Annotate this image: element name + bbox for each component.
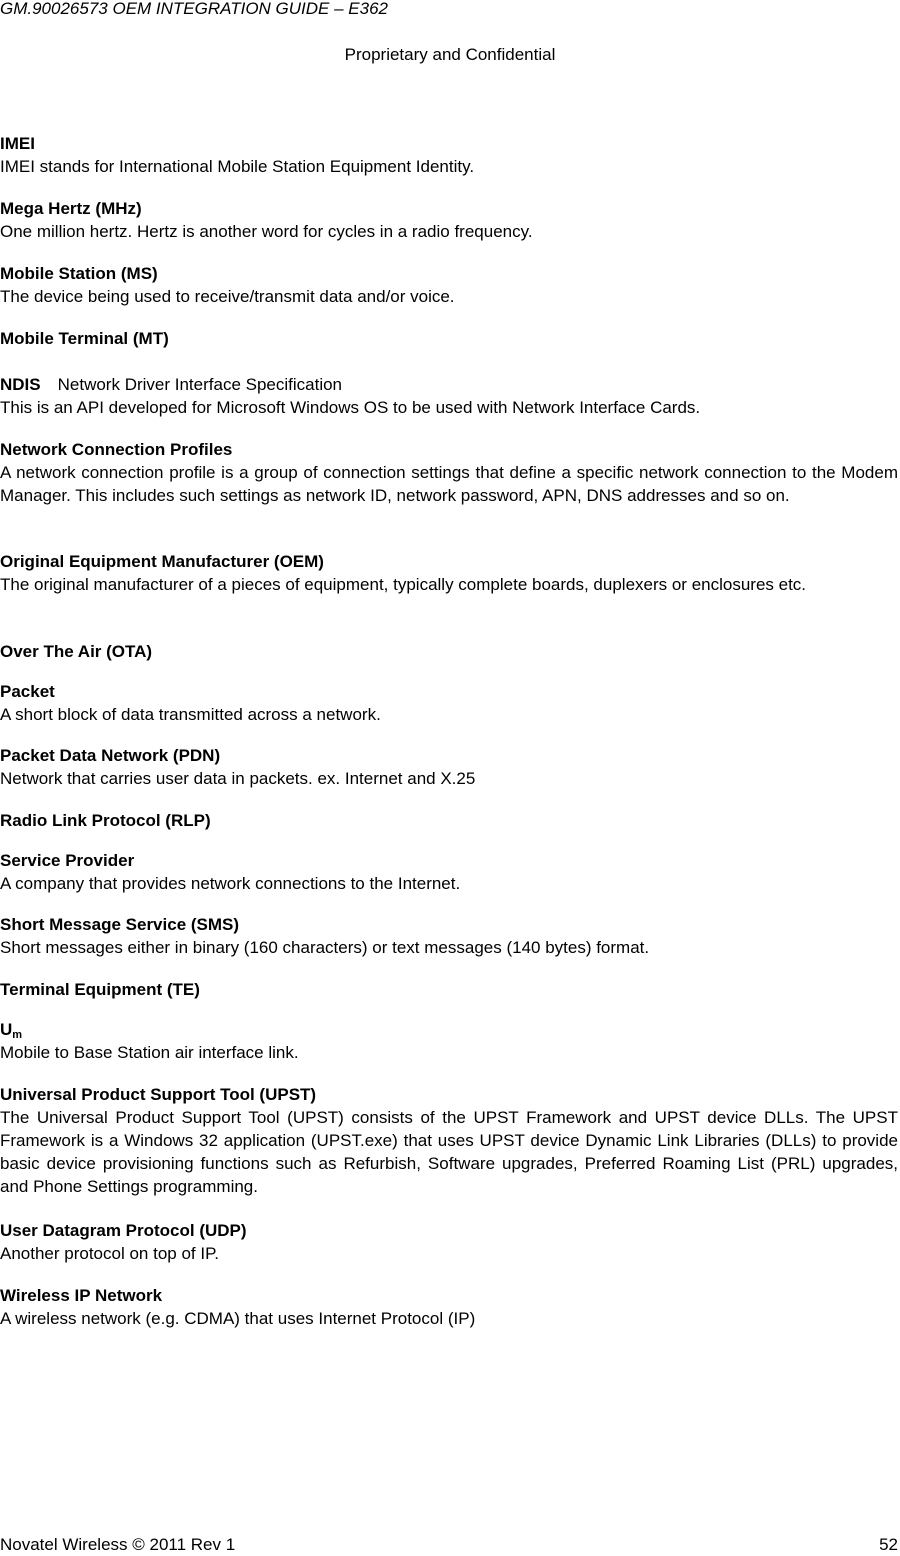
glossary-term-base: U (0, 1020, 13, 1039)
glossary-definition: Mobile to Base Station air interface link. (0, 1043, 299, 1062)
glossary-entry-network-connection-profiles (0, 438, 898, 507)
glossary-term: Short Message Service (SMS) (0, 915, 240, 934)
glossary-definition: IMEI stands for International Mobile Station Equipment Identity. (0, 157, 475, 176)
glossary-term: Over The Air (OTA) (0, 642, 153, 661)
glossary-entry-imei (0, 132, 898, 178)
glossary-definition: The device being used to receive/transmit data and/or voice. (0, 287, 455, 306)
glossary-entry-sms (0, 913, 898, 959)
glossary-definition: A short block of data transmitted across a network. (0, 705, 381, 724)
glossary-term: Original Equipment Manufacturer (OEM) (0, 552, 324, 571)
glossary-definition: A company that provides network connections to the Internet. (0, 874, 461, 893)
glossary-entry-upst (0, 1083, 898, 1198)
glossary-entry-mhz (0, 197, 898, 243)
glossary-entry-ota (0, 640, 898, 663)
glossary-definition: Another protocol on top of IP. (0, 1244, 219, 1263)
glossary-entry-te (0, 978, 898, 1001)
footer-page-number: 52 (879, 1535, 898, 1554)
glossary-entry-wireless-ip-network (0, 1284, 898, 1330)
glossary-definition: The Universal Product Support Tool (UPST) consists of the UPST Framework and UPST device DLLs. The UPST Framework is a Windows 32 application (UPST.exe) that uses UPST device Dynamic Link Libraries (DLLs) to provide basic device provisioning functions such as Refurbish, Software upgrades, Preferred Roaming List (PRL) upgrades, and Phone Settings programming. (0, 1108, 898, 1196)
glossary-term-abbrev: NDIS (0, 375, 41, 394)
glossary-term: Terminal Equipment (TE) (0, 980, 200, 999)
glossary-term: Packet Data Network (PDN) (0, 746, 221, 765)
glossary-entry-oem (0, 550, 898, 596)
glossary-term-expansion: Network Driver Interface Specification (57, 375, 343, 394)
confidentiality-notice: Proprietary and Confidential (344, 45, 556, 64)
glossary-term: Network Connection Profiles (0, 440, 233, 459)
glossary-term: Service Provider (0, 851, 135, 870)
glossary-entry-mt (0, 327, 898, 350)
glossary-definition: A wireless network (e.g. CDMA) that uses Internet Protocol (IP) (0, 1309, 476, 1328)
glossary-definition: This is an API developed for Microsoft Windows OS to be used with Network Interface Cards. (0, 398, 701, 417)
glossary-definition: One million hertz. Hertz is another word for cycles in a radio frequency. (0, 222, 533, 241)
glossary-term: Wireless IP Network (0, 1286, 163, 1305)
glossary-term (0, 1018, 898, 1041)
glossary-entry-rlp (0, 809, 898, 832)
glossary-entry-packet (0, 680, 898, 726)
glossary-term: User Datagram Protocol (UDP) (0, 1221, 247, 1240)
glossary-term: Mega Hertz (MHz) (0, 199, 142, 218)
glossary-term: IMEI (0, 134, 35, 153)
glossary-definition: Short messages either in binary (160 characters) or text messages (140 bytes) format. (0, 938, 650, 957)
glossary-term (0, 373, 898, 396)
glossary-entry-ndis (0, 373, 898, 419)
glossary-definition: A network connection profile is a group of connection settings that define a specific network connection to the Modem Manager. This includes such settings as network ID, network password, APN, DNS addresses and so on. (0, 463, 898, 505)
glossary-definition: The original manufacturer of a pieces of equipment, typically complete boards, duplexers or enclosures etc. (0, 575, 807, 594)
glossary-term: Mobile Terminal (MT) (0, 329, 169, 348)
document-id-header: GM.90026573 OEM INTEGRATION GUIDE – E362 (0, 0, 388, 18)
glossary-entry-udp (0, 1219, 898, 1265)
glossary-entry-pdn (0, 744, 898, 790)
glossary-definition: Network that carries user data in packets. ex. Internet and X.25 (0, 769, 476, 788)
glossary-term-subscript: m (12, 1029, 23, 1041)
glossary-term: Mobile Station (MS) (0, 264, 158, 283)
footer-copyright: Novatel Wireless © 2011 Rev 1 (0, 1535, 236, 1554)
glossary-term: Radio Link Protocol (RLP) (0, 811, 211, 830)
glossary-term: Universal Product Support Tool (UPST) (0, 1085, 317, 1104)
glossary-entry-um (0, 1018, 898, 1064)
glossary-entry-ms (0, 262, 898, 308)
glossary-term: Packet (0, 682, 55, 701)
glossary-entry-service-provider (0, 849, 898, 895)
